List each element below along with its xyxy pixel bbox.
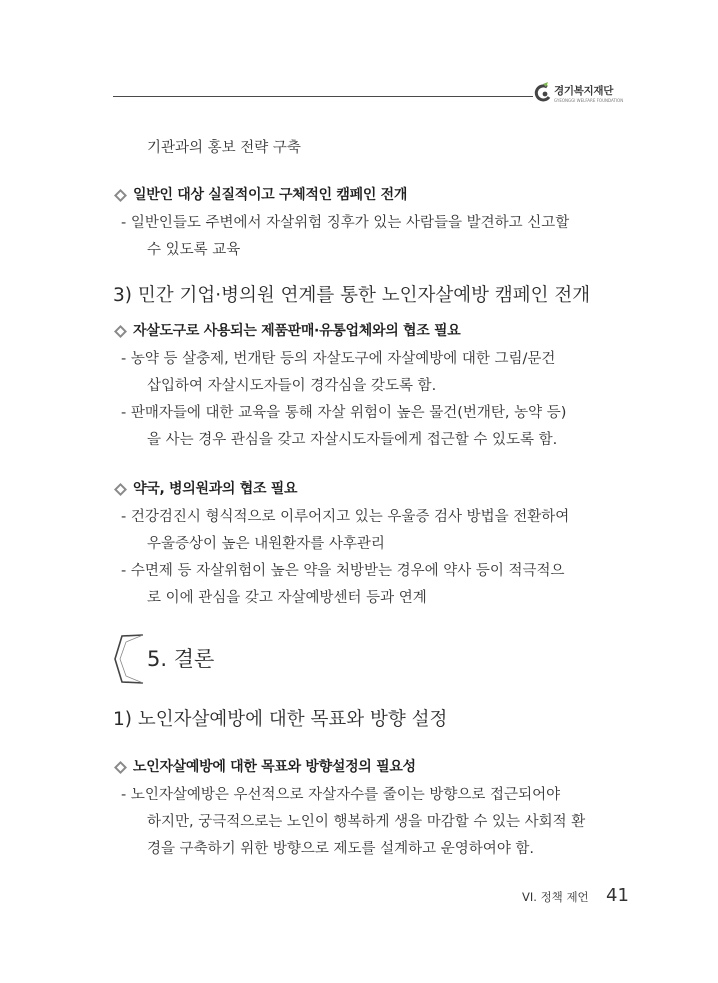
body-line: 수 있도록 교육 xyxy=(147,242,241,258)
body-line: 하지만, 궁극적으로는 노인이 행복하게 생을 마감할 수 있는 사회적 환 xyxy=(147,814,586,830)
block-heading: 자살도구로 사용되는 제품판매·유통업체와의 협조 필요 xyxy=(133,323,461,339)
body-line: - 건강검진시 형식적으로 이루어지고 있는 우울증 검사 방법을 전환하여 xyxy=(121,509,570,525)
block-heading: 약국, 병의원과의 협조 필요 xyxy=(133,481,298,497)
diamond-bullet-icon xyxy=(113,188,128,203)
body-line: 우울증상이 높은 내원환자를 사후관리 xyxy=(147,536,385,552)
logo-text: 경기복지재단 xyxy=(554,85,614,97)
section-heading: 3) 민간 기업·병의원 연계를 통한 노인자살예방 캠페인 전개 xyxy=(113,285,591,306)
logo-subtext: GYEONGGI WELFARE FOUNDATION xyxy=(554,98,624,103)
intro-line: 기관과의 홍보 전략 구축 xyxy=(147,140,301,156)
block-heading: 노인자살예방에 대한 목표와 방향설정의 필요성 xyxy=(133,759,416,775)
body-line: - 일반인들도 주변에서 자살위험 징후가 있는 사람들을 발견하고 신고할 xyxy=(121,215,570,231)
body-line: 로 이에 관심을 갖고 자살예방센터 등과 연계 xyxy=(147,590,427,606)
diamond-bullet-icon xyxy=(113,760,128,775)
body-line: 삽입하여 자살시도자들이 경각심을 갖도록 함. xyxy=(147,378,437,394)
footer-section-label: VI. 정책 제언 xyxy=(522,890,589,904)
diamond-bullet-icon xyxy=(113,324,128,339)
logo-mark-icon xyxy=(534,82,552,104)
body-line: - 판매자들에 대한 교육을 통해 자살 위험이 높은 물건(번개탄, 농약 등) xyxy=(121,405,567,421)
body-line: - 노인자살예방은 우선적으로 자살자수를 줄이는 방향으로 접근되어야 xyxy=(121,787,561,803)
header-rule xyxy=(113,96,533,97)
foundation-logo xyxy=(534,80,644,110)
diamond-bullet-icon xyxy=(113,482,128,497)
body-line: 경을 구축하기 위한 방향으로 제도를 설계하고 운영하여야 함. xyxy=(147,841,535,857)
body-line: - 농약 등 살충제, 번개탄 등의 자살도구에 자살예방에 대한 그림/문건 xyxy=(121,351,556,367)
block-heading: 일반인 대상 실질적이고 구체적인 캠페인 전개 xyxy=(133,187,408,203)
body-line: 을 사는 경우 관심을 갖고 자살시도자들에게 접근할 수 있도록 함. xyxy=(147,432,558,448)
section-heading: 1) 노인자살예방에 대한 목표와 방향 설정 xyxy=(113,709,448,730)
page-number: 41 xyxy=(606,885,629,906)
chapter-title: 5. 결론 xyxy=(147,647,215,671)
body-line: - 수면제 등 자살위험이 높은 약을 처방받는 경우에 약사 등이 적극적으 xyxy=(121,563,565,579)
